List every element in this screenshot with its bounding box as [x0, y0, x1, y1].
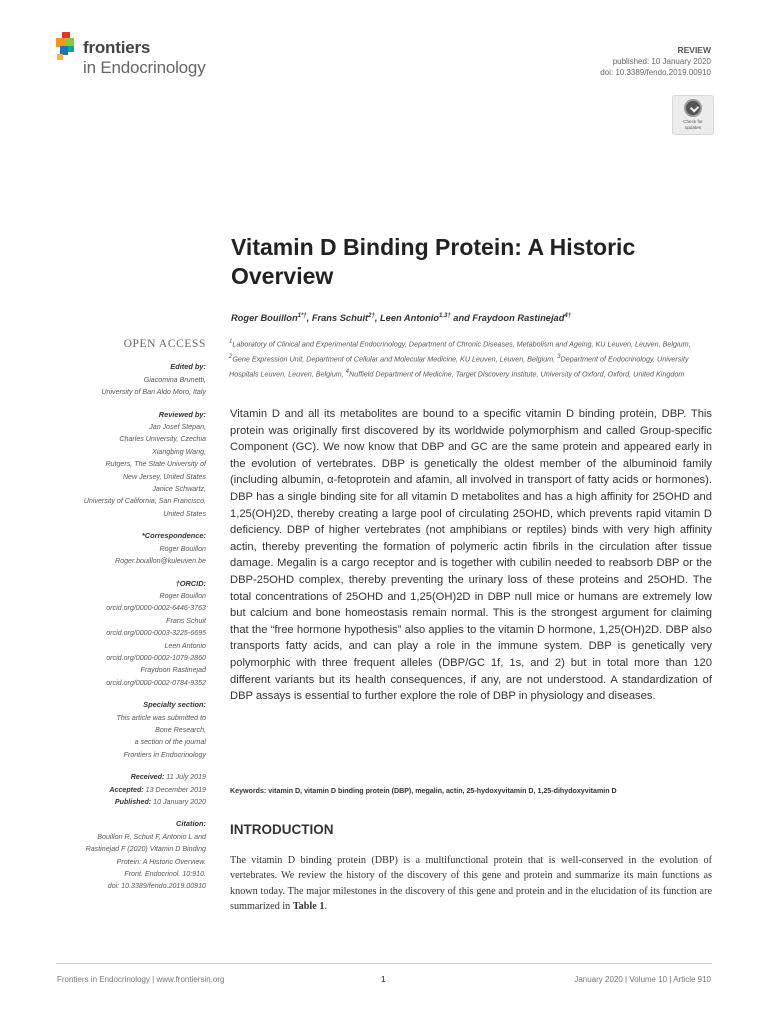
sidebar-line: Janice Schwartz, [152, 485, 206, 494]
sidebar-line: Frans Schuit [166, 616, 206, 625]
citation-doi-link[interactable]: doi: 10.3389/fendo.2019.00910 [107, 882, 206, 891]
affiliation-item: Department of Endocrinology, University Hospitals Leuven, Leuven, Belgium, [229, 354, 689, 378]
edited-by-block [52, 361, 206, 398]
dates-block [52, 771, 206, 808]
reviewed-by-heading: Reviewed by: [158, 409, 206, 419]
footer-issue-info: January 2020 | Volume 10 | Article 910 [574, 975, 711, 984]
sidebar-line: Frontiers in Endocrinology [123, 750, 206, 759]
sidebar-line: Roger Bouillon [159, 544, 206, 553]
specialty-block [52, 699, 206, 761]
sidebar-line: Bone Research, [155, 725, 206, 734]
author-sup: 2† [368, 313, 375, 319]
date-accepted: Accepted: 13 December 2019 [109, 785, 206, 794]
page-number: 1 [381, 975, 386, 984]
author-name[interactable]: Roger Bouillon [231, 313, 298, 324]
article-sidebar [52, 338, 206, 903]
affiliation-item: Nuffield Department of Medicine, Target Discovery Institute, University of Oxford, Oxford, United Kingdom [349, 368, 685, 378]
correspondence-email-link[interactable]: Roger.bouillon@kuleuven.be [115, 557, 206, 566]
author-list: Roger Bouillon$^{1*\dagger}$, Frans Schuit$^{2\dagger}$, Leen Antonio$^{1,3\dagger}$ and Fraydoon Rastinejad$^{4\dagger}$ [231, 313, 572, 324]
author-name[interactable]: Frans Schuit [311, 313, 369, 324]
affiliation-item: Gene Expression Unit, Department of Cellular and Molecular Medicine, KU Leuven, Leuven, Belgium, [232, 354, 558, 364]
introduction-text: The vitamin D binding protein (DBP) is a multifunctional protein that is well-conserved in the evolution of vertebrates. We review the history of the discovery of this gene and protein and summarize its main functions as known today. The major milestones in the discovery of this gene and protein and in the elucidation of its function are summarized in Table 1. [230, 855, 712, 913]
sidebar-line: Fraydoon Rastinejad [140, 666, 206, 675]
sidebar-line: Front. Endocrinol. 10:910. [124, 870, 206, 879]
sidebar-line: United States [163, 509, 206, 518]
orcid-block [52, 578, 206, 690]
date-published: Published: 10 January 2020 [114, 798, 206, 806]
journal-name-line1: frontiers [83, 38, 151, 57]
edited-by-heading: Edited by: [170, 362, 206, 372]
article-title: Vitamin D Binding Protein: A Historic Overview [231, 234, 636, 289]
check-mark-icon [684, 99, 702, 117]
affiliation-item: Laboratory of Clinical and Experimental Endocrinology, Department of Chronic Diseases, Metabolism and Ageing, KU Leuven, Leuven, Belgium, [232, 339, 691, 349]
sidebar-line: Leen Antonio [164, 641, 206, 650]
sidebar-line: Charles University, Czechia [119, 435, 206, 444]
article-type: REVIEW [677, 45, 711, 55]
journal-name-line2: in Endocrinology [83, 58, 206, 77]
sidebar-line: Bouillon R, Schuit F, Antonio L and [97, 832, 206, 841]
sidebar-line: New Jersey, United States [122, 472, 206, 481]
sidebar-line: Rastinejad F (2020) Vitamin D Binding [85, 845, 206, 854]
introduction-body: The vitamin D binding protein (DBP) is a multifunctional protein that is well-conserved in the evolution of vertebrates. We review the history of the discovery of this gene and protein and summarize its main functions as known today. The major milestones in the discovery of this gene and protein and in the elucidation of its function are summarized in [230, 855, 712, 913]
date-received: Received: 11 July 2019 [130, 773, 206, 782]
orcid-heading: †ORCID: [175, 578, 206, 588]
sidebar-line: Jan Josef Stepan, [149, 423, 206, 432]
sidebar-line: University of California, San Francisco, [83, 497, 206, 506]
orcid-link[interactable]: orcid.org/0000-0002-1079-2860 [106, 653, 206, 662]
footer-journal-link[interactable]: Frontiers in Endocrinology | www.frontiersin.org [57, 975, 225, 984]
author-sup: 1*† [297, 313, 307, 319]
check-updates-label-2: updates [684, 124, 702, 130]
affiliations: $^1$Laboratory of Clinical and Experimental Endocrinology, Department of Chronic Diseases, Metabolism and Ageing, KU Leuven, Leuven, Belgium, $^2$Gene Expression Unit, Department of Cellular and Molecular Medicine, KU Leuven, Leuven, Belgium, $^3$Department of Endocrinology, University Hospitals Leuven, Leuven, Belgium, $^4$Nuffield Department of Medicine, Target Discovery Institute, University of Oxford, Oxford, United Kingdom [229, 339, 691, 378]
orcid-link[interactable]: orcid.org/0000-0002-0784-9352 [106, 678, 206, 687]
citation-block [52, 818, 206, 892]
sidebar-line: Protein: A Historic Overview. [116, 857, 206, 866]
sidebar-line: This article was submitted to [116, 713, 206, 722]
author-name[interactable]: Leen Antonio [379, 313, 440, 324]
check-updates-label-1: Check for [683, 119, 703, 124]
citation-heading: Citation: [176, 819, 206, 829]
sidebar-line: Giacomina Brunetti, [143, 375, 206, 384]
abstract-text: Vitamin D and all its metabolites are bound to a specific vitamin D binding protein, DBP. This protein was originally first discovered by its worldwide polymorphism and called Group-specific Component (GC). We now know that DBP and GC are the same protein and appeared early in the evolution of vertebrates. DBP is genetically the oldest member of the albuminoid family (including albumin, α-fetoprotein and afamin, all involved in transport of fatty acids or hormones). DBP has a single binding site for all vitamin D metabolites and has a high affinity for 25OHD and 1,25(OH)2D, thereby creating a large pool of circulating 25OHD, which prevents rapid vitamin D deficiency. DBP of higher vertebrates (not amphibians or reptiles) binds with very high affinity actin, thereby preventing the formation of polymeric actin fibrils in the circulation after tissue damage. Megalin is a cargo receptor and is together with cubilin needed to reabsorb DBP or the DBP-25OHD complex, thereby preventing the urinary loss of these proteins and 25OHD. The total concentrations of 25OHD and 1,25(OH)2D in DBP null mice or humans are extremely low but calcium and bone homeostasis remain normal. This is the strongest argument for claiming that the “free hormone hypothesis” also applies to the vitamin D hormone, 1,25(OH)2D. DBP also transports fatty acids, and can play a role in the immune system. DBP is genetically very polymorphic with three frequent alleles (DBP/GC 1f, 1s, and 2) but in total more than 120 different variants but its health consequences, if any, are not understood. A standardization of DBP assays is essential to further explore the role of DBP in physiology and diseases. [230, 408, 712, 703]
open-access-label: OPEN ACCESS [123, 338, 206, 350]
author-name[interactable]: Fraydoon Rastinejad [472, 313, 565, 324]
check-for-updates-badge[interactable] [672, 95, 714, 135]
sidebar-line: University of Bari Aldo Moro, Italy [101, 388, 206, 397]
sidebar-line: a section of the journal [134, 738, 206, 747]
journal-logo[interactable] [56, 30, 256, 82]
sidebar-line: Roger Bouillon [159, 591, 206, 600]
keywords: Keywords: vitamin D, vitamin D binding protein (DBP), megalin, actin, 25-hydoxyvitamin D, 1,25-dihydoxyvitamin D [230, 787, 617, 795]
frontiers-logo-icon [56, 32, 80, 62]
article-meta-header [600, 45, 711, 78]
footer-divider [56, 963, 712, 964]
specialty-heading: Specialty section: [143, 700, 206, 710]
published-date: published: 10 January 2020 [612, 57, 711, 66]
reviewed-by-block [52, 409, 206, 521]
orcid-link[interactable]: orcid.org/0000-0002-6446-3763 [106, 604, 206, 613]
orcid-link[interactable]: orcid.org/0000-0003-3225-6695 [106, 629, 206, 638]
correspondence-heading: *Correspondence: [141, 531, 206, 541]
sidebar-line: Xiangbing Wang, [152, 447, 206, 456]
sidebar-line: Rutgers, The State University of [105, 460, 206, 469]
author-sup: 4† [564, 313, 572, 319]
table-1-link[interactable]: Table 1 [292, 901, 325, 913]
author-sup: 1,3† [439, 313, 451, 319]
introduction-heading: INTRODUCTION [230, 822, 334, 837]
article-doi[interactable]: doi: 10.3389/fendo.2019.00910 [600, 68, 711, 77]
correspondence-block [52, 530, 206, 567]
